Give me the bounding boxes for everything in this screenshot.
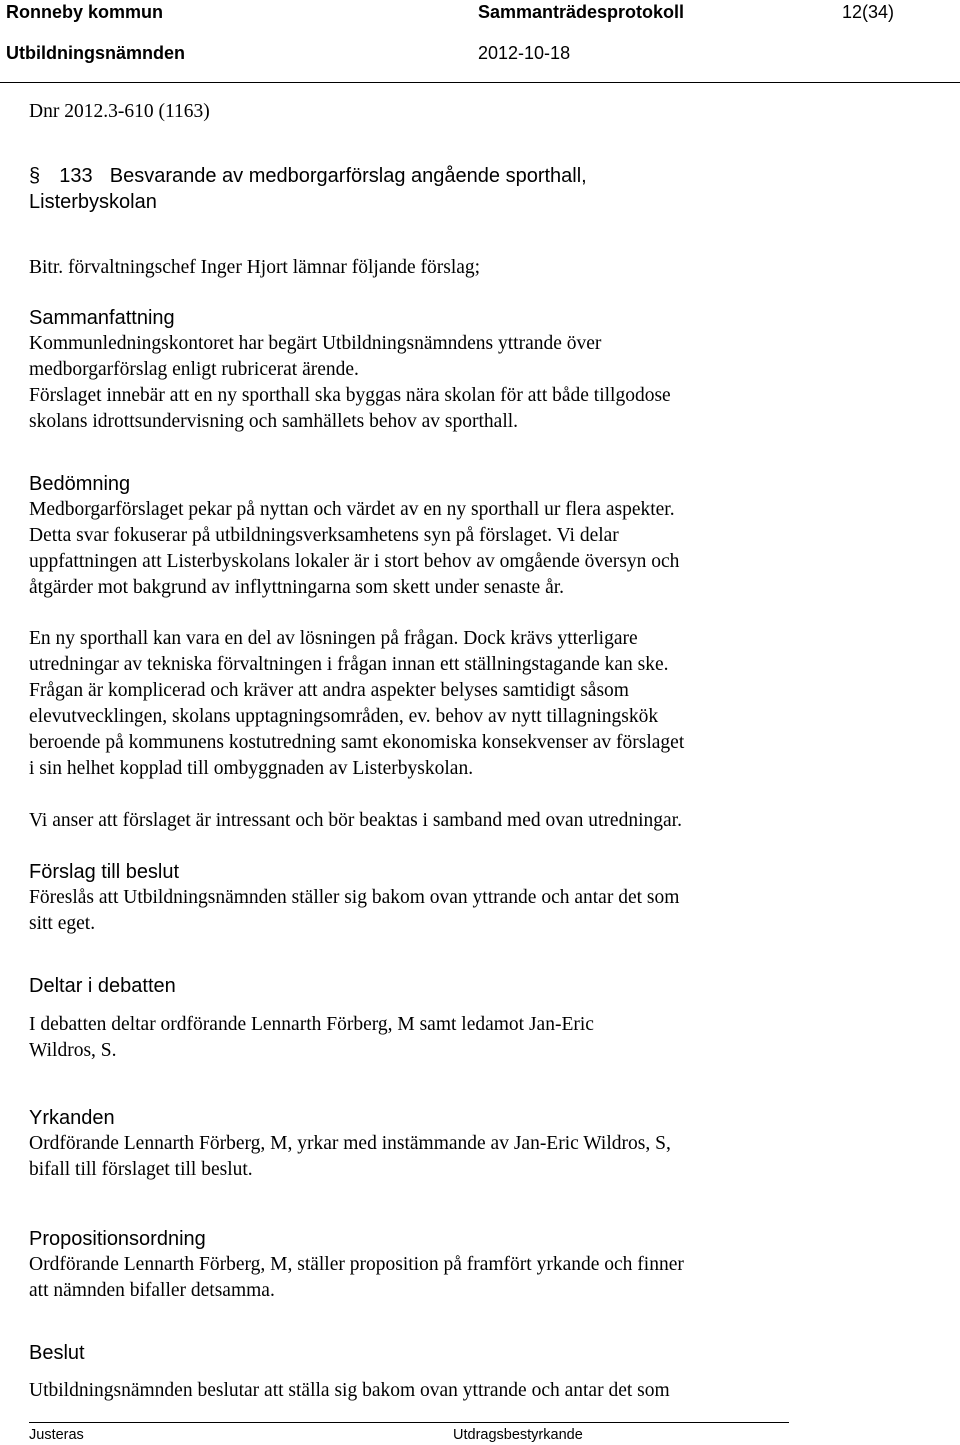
bedomning-line: Detta svar fokuserar på utbildningsverksamhetens syn på förslaget. Vi delar xyxy=(29,525,619,546)
footer-justeras: Justeras xyxy=(29,1427,84,1443)
section-title-line1: Besvarande av medborgarförslag angående sporthall, xyxy=(109,165,587,187)
sammanfattning-line: Kommunledningskontoret har begärt Utbildningsnämndens yttrande över xyxy=(29,333,602,354)
yrkanden-line: Ordförande Lennarth Förberg, M, yrkar med instämmande av Jan-Eric Wildros, S, xyxy=(29,1133,671,1154)
deltar-heading: Deltar i debatten xyxy=(29,975,176,997)
municipality-name: Ronneby kommun xyxy=(6,2,164,22)
bedomning-line: i sin helhet kopplad till ombyggnaden av Listerbyskolan. xyxy=(29,758,474,779)
bedomning-line: utredningar av tekniska förvaltningen i frågan innan ett ställningstagande kan ske. xyxy=(29,654,669,675)
bedomning-line: Medborgarförslaget pekar på nyttan och värdet av en ny sporthall ur flera aspekter. xyxy=(29,499,675,520)
committee-name: Utbildningsnämnden xyxy=(6,43,185,63)
bedomning-line: beroende på kommunens kostutredning samt ekonomiska konsekvenser av förslaget xyxy=(29,732,685,753)
bedomning-line: åtgärder mot bakgrund av inflyttningarna som skett under senaste år. xyxy=(29,577,565,598)
header-rule xyxy=(0,82,960,83)
beslut-line: Utbildningsnämnden beslutar att ställa sig bakom ovan yttrande och antar det som xyxy=(29,1380,670,1401)
section-title xyxy=(29,164,587,188)
yrkanden-heading: Yrkanden xyxy=(29,1107,115,1129)
bedomning-line: Frågan är komplicerad och kräver att andra aspekter belyses samtidigt såsom xyxy=(29,680,629,701)
forslag-heading: Förslag till beslut xyxy=(29,861,180,883)
propositionsordning-line: att nämnden bifaller detsamma. xyxy=(29,1280,275,1301)
forslag-line: sitt eget. xyxy=(29,913,96,934)
bedomning-line: uppfattningen att Listerbyskolans lokaler är i stort behov av omgående översyn och xyxy=(29,551,680,572)
footer-utdragsbestyrkande: Utdragsbestyrkande xyxy=(453,1427,583,1443)
section-title-line2: Listerbyskolan xyxy=(29,191,157,213)
bedomning-heading: Bedömning xyxy=(29,473,131,495)
deltar-line: I debatten deltar ordförande Lennarth Förberg, M samt ledamot Jan-Eric xyxy=(29,1014,594,1035)
propositionsordning-heading: Propositionsordning xyxy=(29,1228,206,1250)
sammanfattning-line: medborgarförslag enligt rubricerat ärende. xyxy=(29,359,359,380)
section-symbol: § xyxy=(29,165,41,187)
bedomning-line: elevutvecklingen, skolans upptagningsområden, ev. behov av nytt tillagningskök xyxy=(29,706,659,727)
page-number: 12(34) xyxy=(842,2,895,22)
meeting-date: 2012-10-18 xyxy=(478,43,571,63)
diary-number: Dnr 2012.3-610 (1163) xyxy=(29,101,210,122)
document-type: Sammanträdesprotokoll xyxy=(478,2,685,22)
section-number: 133 xyxy=(59,165,93,187)
yrkanden-line: bifall till förslaget till beslut. xyxy=(29,1159,253,1180)
beslut-heading: Beslut xyxy=(29,1342,85,1364)
propositionsordning-line: Ordförande Lennarth Förberg, M, ställer proposition på framfört yrkande och finner xyxy=(29,1254,684,1275)
sammanfattning-heading: Sammanfattning xyxy=(29,307,175,329)
footer-rule xyxy=(29,1422,789,1423)
deltar-line: Wildros, S. xyxy=(29,1040,117,1061)
forslag-line: Föreslås att Utbildningsnämnden ställer sig bakom ovan yttrande och antar det som xyxy=(29,887,680,908)
sammanfattning-line: skolans idrottsundervisning och samhällets behov av sporthall. xyxy=(29,411,519,432)
intro-text: Bitr. förvaltningschef Inger Hjort lämnar följande förslag; xyxy=(29,257,481,278)
sammanfattning-line: Förslaget innebär att en ny sporthall ska byggas nära skolan för att både tillgodose xyxy=(29,385,671,406)
bedomning-conclusion: Vi anser att förslaget är intressant och bör beaktas i samband med ovan utredningar. xyxy=(29,810,682,831)
bedomning-line: En ny sporthall kan vara en del av lösningen på frågan. Dock krävs ytterligare xyxy=(29,628,638,649)
